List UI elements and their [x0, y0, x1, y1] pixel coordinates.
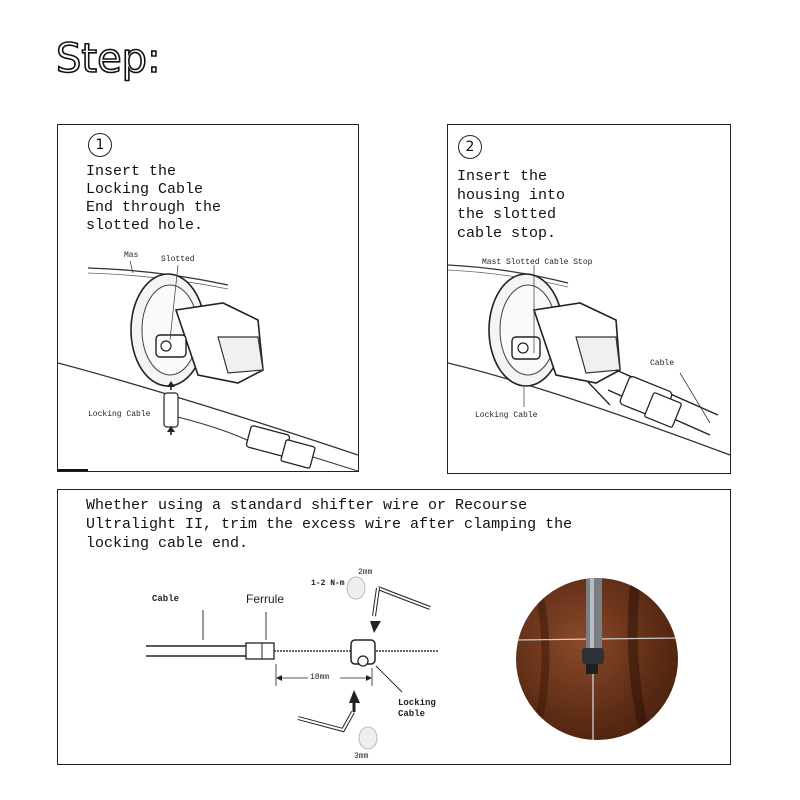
label-locking-cable: Locking Cable: [475, 411, 538, 420]
step-2-number: 2: [458, 135, 482, 159]
label-torque: 1-2 N-m: [311, 579, 345, 588]
wood-photo: [516, 578, 678, 740]
step-1-illustration: [58, 125, 358, 471]
step-1-panel: [57, 124, 359, 472]
photo-detail: [516, 578, 678, 740]
step-1-number: 1: [88, 133, 112, 157]
label-cable: Cable: [650, 359, 675, 368]
label-locking-cable: Locking Cable: [398, 698, 436, 719]
label-2mm: 2mm: [358, 568, 373, 577]
step-1-instruction: Insert the Locking Cable End through the slotted hole.: [86, 163, 222, 234]
label-3mm: 3mm: [354, 752, 369, 761]
label-slotted: Slotted: [161, 255, 195, 264]
step-2-illustration: [448, 125, 730, 473]
step-3-instruction: Whether using a standard shifter wire or Recourse Ultralight II, trim the excess wire after clamping the locking cable end.: [86, 497, 573, 552]
step-2-instruction: Insert the housing into the slotted cable stop.: [457, 168, 566, 242]
label-dimension: 18mm: [310, 673, 330, 682]
label-cable: Cable: [152, 594, 180, 604]
label-mast-slotted-cable-stop: Mast Slotted Cable Stop: [482, 258, 593, 267]
label-ferrule: Ferrule: [246, 592, 285, 606]
label-locking-cable: Locking Cable: [88, 410, 151, 419]
step-2-panel: [447, 124, 731, 474]
label-mast: Mas: [124, 251, 139, 260]
page-title: Step:: [56, 36, 161, 82]
step-3-panel: [57, 489, 731, 765]
